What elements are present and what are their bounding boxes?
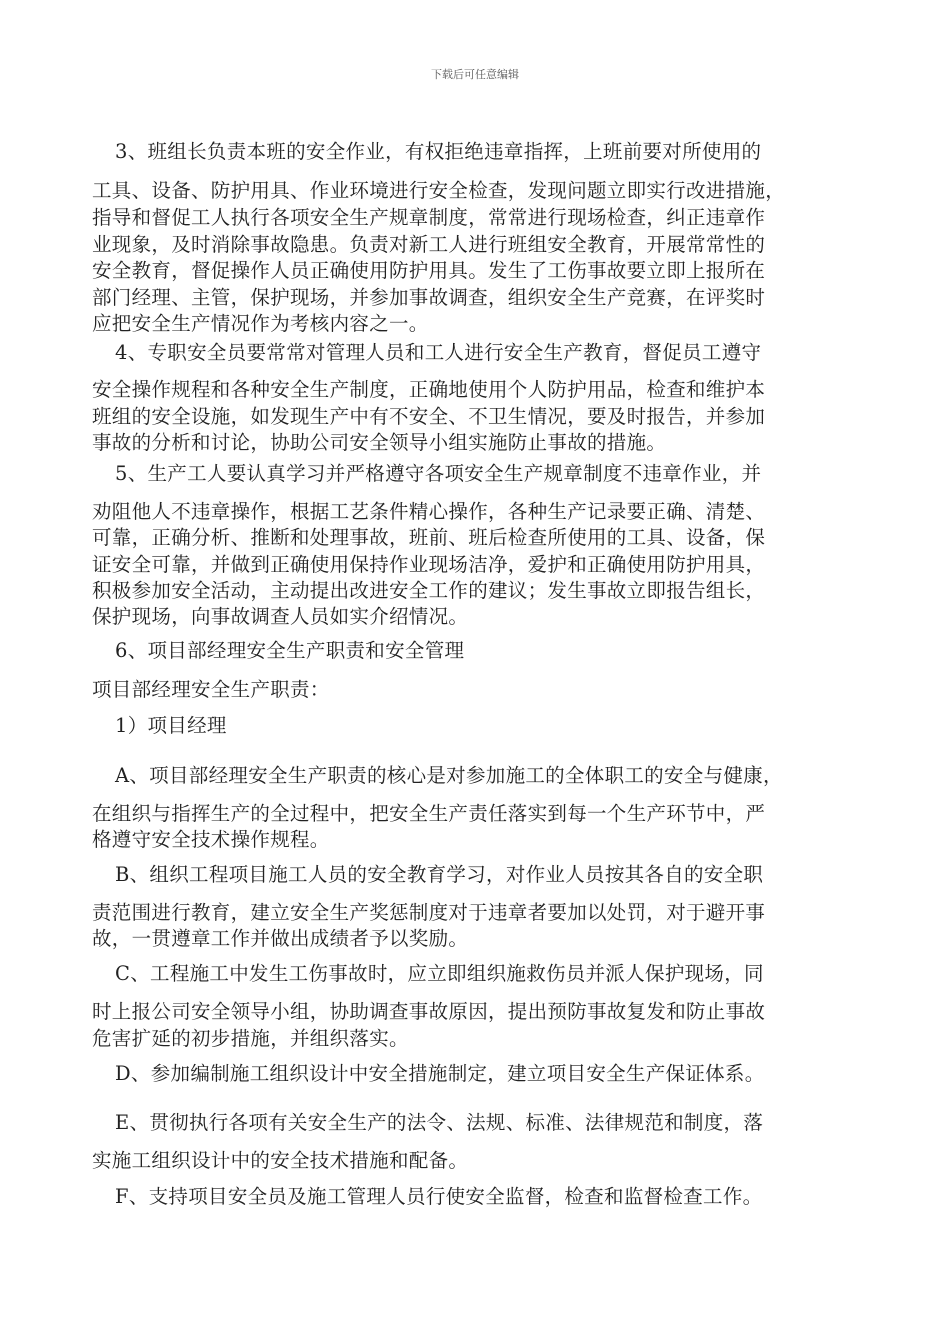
paragraph-line: 实施工组织设计中的安全技术措施和配备。 [92,1149,469,1172]
paragraph-line: 安全教育，督促操作人员正确使用防护用具。发生了工伤事故要立即上报所在 [92,259,766,282]
paragraph-line: 保护现场，向事故调查人员如实介绍情况。 [92,605,469,628]
paragraph-line: 安全操作规程和各种安全生产制度，正确地使用个人防护用品，检查和维护本 [92,378,766,401]
paragraph-line: F、支持项目安全员及施工管理人员行使安全监督，检查和监督检查工作。 [115,1185,763,1208]
paragraph-line: 积极参加安全活动，主动提出改进安全工作的建议；发生事故立即报告组长， [92,579,766,602]
paragraph-line: E、贯彻执行各项有关安全生产的法令、法规、标准、法律规范和制度，落 [115,1111,764,1134]
paragraph-line: 证安全可靠，并做到正确使用保持作业现场洁净，爱护和正确使用防护用具， [92,553,766,576]
paragraph-line: 时上报公司安全领导小组，协助调查事故原因，提出预防事故复发和防止事故 [92,1000,766,1023]
subheading: 1）项目经理 [115,714,227,737]
paragraph-line: 故，一贯遵章工作并做出成绩者予以奖励。 [92,927,469,950]
paragraph-line: D、参加编制施工组织设计中安全措施制定，建立项目安全生产保证体系。 [115,1062,765,1085]
paragraph-line: 指导和督促工人执行各项安全生产规章制度，常常进行现场检查，纠正违章作 [92,206,766,229]
paragraph-line: 3、班组长负责本班的安全作业，有权拒绝违章指挥，上班前要对所使用的 [115,140,762,163]
paragraph-line: 劝阻他人不违章操作，根据工艺条件精心操作，各种生产记录要正确、清楚、 [92,500,766,523]
paragraph-line: 可靠，正确分析、推断和处理事故，班前、班后检查所使用的工具、设备，保 [92,526,766,549]
page-header: 下载后可任意编辑 [431,68,519,81]
paragraph-line: 部门经理、主管，保护现场，并参加事故调查，组织安全生产竞赛，在评奖时 [92,286,766,309]
subheading: 项目部经理安全生产职责： [92,678,330,701]
paragraph-line: 5、生产工人要认真学习并严格遵守各项安全生产规章制度不违章作业，并 [115,462,762,485]
section-heading: 6、项目部经理安全生产职责和安全管理 [115,639,465,662]
paragraph-line: 格遵守安全技术操作规程。 [92,828,330,851]
paragraph-line: A、项目部经理安全生产职责的核心是对参加施工的全体职工的安全与健康， [115,764,783,787]
paragraph-line: 责范围进行教育，建立安全生产奖惩制度对于违章者要加以处罚，对于避开事 [92,901,766,924]
paragraph-line: 危害扩延的初步措施，并组织落实。 [92,1027,409,1050]
paragraph-line: 应把安全生产情况作为考核内容之一。 [92,312,429,335]
paragraph-line: 在组织与指挥生产的全过程中，把安全生产责任落实到每一个生产环节中，严 [92,802,766,825]
paragraph-line: 业现象，及时消除事故隐患。负责对新工人进行班组安全教育，开展常常性的 [92,233,766,256]
paragraph-line: 工具、设备、防护用具、作业环境进行安全检查，发现问题立即实行改进措施， [92,179,786,202]
paragraph-line: 事故的分析和讨论，协助公司安全领导小组实施防止事故的措施。 [92,431,667,454]
paragraph-line: B、组织工程项目施工人员的安全教育学习，对作业人员按其各自的安全职 [115,863,764,886]
paragraph-line: 4、专职安全员要常常对管理人员和工人进行安全生产教育，督促员工遵守 [115,341,762,364]
paragraph-line: C、工程施工中发生工伤事故时，应立即组织施救伤员并派人保护现场，同 [115,962,764,985]
paragraph-line: 班组的安全设施，如发现生产中有不安全、不卫生情况，要及时报告，并参加 [92,405,766,428]
